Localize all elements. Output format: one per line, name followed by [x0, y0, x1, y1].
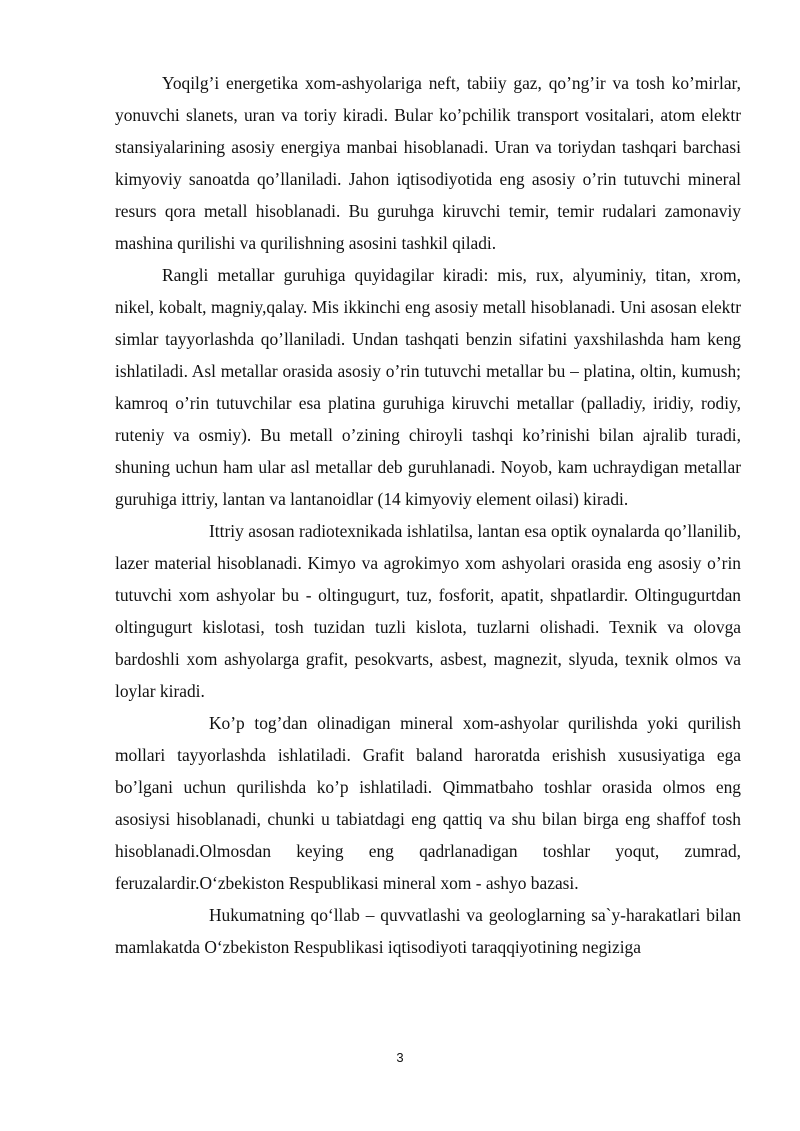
page-number: 3 — [396, 1050, 404, 1065]
paragraph-yttrium-chemistry: Ittriy asosan radiotexnikada ishlatilsa, lantan esa optik oynalarda qo’llanilib, lazer material hisoblanadi. Kimyo va agrokimyo xom ashyolari orasida eng asosiy o’rin tutuvchi xom ashyolar bu - oltingugurt, tuz, fosforit, apatit, shpatlardir. Oltingugurtdan oltingugurt kislotasi, tosh tuzidan tuzli kislota, tuzlarni olishadi. Texnik va olovga bardoshli xom ashyolarga grafit, pesokvarts, asbest, magnezit, slyuda, texnik olmos va loylar kiradi. — [115, 521, 741, 701]
paragraph-fuel-resources: Yoqilg’i energetika xom-ashyolariga neft, tabiiy gaz, qo’ng’ir va tosh ko’mirlar, yonuvchi slanets, uran va toriy kiradi. Bular ko’pchilik transport vositalari, atom elektr stansiyalarining asosiy energiya manbai hisoblanadi. Uran va toriydan tashqari barchasi kimyoviy sanoatda qo’llaniladi. Jahon iqtisodiyotida eng asosiy o’rin tutuvchi mineral resurs qora metall hisoblanadi. Bu guruhga kiruvchi temir, temir rudalari zamonaviy mashina qurilishi va qurilishning asosini tashkil qiladi. — [115, 73, 741, 253]
document-page — [115, 67, 741, 963]
paragraph-government-support: Hukumatning qo‘llab – quvvatlashi va geologlarning sa`y-harakatlari bilan mamlakatda O‘zbekiston Respublikasi iqtisodiyoti taraqqiyotining negiziga — [115, 905, 741, 957]
paragraph-construction-gems: Ko’p tog’dan olinadigan mineral xom-ashyolar qurilishda yoki qurilish mollari tayyorlashda ishlatiladi. Grafit baland haroratda erishish xususiyatiga ega bo’lgani uchun qurilishda ko’p ishlatiladi. Qimmatbaho toshlar orasida olmos eng asosiysi hisoblanadi, chunki u tabiatdagi eng qattiq va shu bilan birga eng shaffof tosh hisoblanadi.Olmosdan keying eng qadrlanadigan toshlar yoqut, zumrad, feruzalardir.O‘zbekiston Respublikasi mineral xom - ashyo bazasi. — [115, 713, 741, 893]
paragraph-nonferrous-metals: Rangli metallar guruhiga quyidagilar kiradi: mis, rux, alyuminiy, titan, xrom, nikel, kobalt, magniy,qalay. Mis ikkinchi eng asosiy metall hisoblanadi. Uni asosan elektr simlar tayyorlashda qo’llaniladi. Undan tashqati benzin sifatini yaxshilashda ham keng ishlatiladi. Asl metallar orasida asosiy o’rin tutuvchi metallar bu – platina, oltin, kumush; kamroq o’rin tutuvchilar esa platina guruhiga kiruvchi metallar (palladiy, iridiy, rodiy, ruteniy va osmiy). Bu metall o’zining chiroyli tashqi ko’rinishi bilan ajralib turadi, shuning uchun ham ular asl metallar deb guruhlanadi. Noyob, kam uchraydigan metallar guruhiga ittriy, lantan va lantanoidlar (14 kimyoviy element oilasi) kiradi. — [115, 265, 741, 509]
